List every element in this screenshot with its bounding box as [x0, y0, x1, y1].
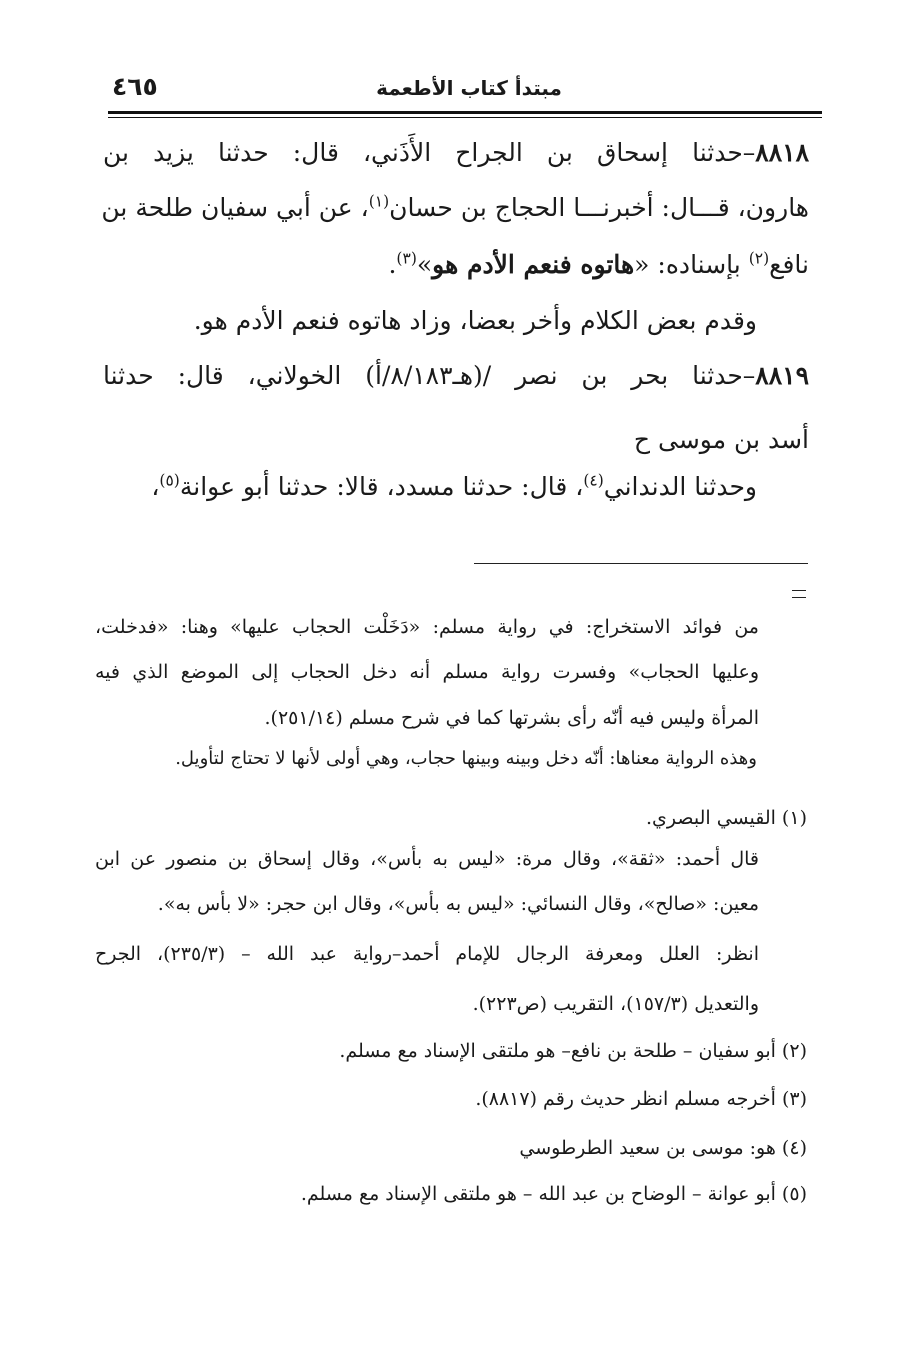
header-rule-thin — [108, 117, 822, 118]
footnote-continued-line-4: وهذه الرواية معناها: أنّه دخل وبينه وبينها حجاب، وهي أولى لأنها لا تحتاج لتأويل. — [175, 748, 757, 769]
footnote-1-line-2: معين: «صالح»، وقال النسائي: «ليس به بأس»، وقال ابن حجر: «لا بأس به». — [157, 893, 759, 915]
footnote-4: (٤) هو: موسى بن سعيد الطرطوسي — [519, 1137, 807, 1159]
footnote-1-line-4: والتعديل (١٥٧/٣)، التقريب (ص٢٢٣). — [472, 993, 759, 1015]
hadith-8819-line-3 — [151, 472, 757, 501]
header-rule-thick — [108, 111, 822, 114]
hadith-8819-line-1 — [103, 361, 809, 390]
footnote-continued-line-1: من فوائد الاستخراج: في رواية مسلم: «دَخَلْت الحجاب عليها» وهنا: «فدخلت، — [95, 616, 759, 638]
footnote-2: (٢) أبو سفيان – طلحة بن نافع– هو ملتقى الإسناد مع مسلم. — [339, 1040, 807, 1062]
main-text: ، قال: حدثنا مسدد، قالا: حدثنا أبو عوانة — [179, 472, 584, 501]
footnote-continued-line-2: وعليها الحجاب» وفسرت رواية مسلم أنه دخل الحجاب إلى الموضع الذي فيه — [95, 661, 759, 683]
main-text: ، — [151, 472, 160, 501]
footnote-continued-line-3: المرأة وليس فيه أنّه رأى بشرتها كما في شرح مسلم (٢٥١/١٤). — [264, 707, 759, 729]
footnote-ref: (١) — [368, 192, 390, 211]
main-text: » — [416, 250, 433, 279]
main-text: وقدم بعض الكلام وأخر بعضا، وزاد هاتوه فنعم الأدم هو. — [193, 306, 757, 335]
footnote-ref: (٤) — [583, 471, 604, 490]
main-text: بإسناده: « — [634, 250, 749, 279]
main-text: –حدثنا بحر بن نصر /(هـ٨/١٨٣/أ) الخولاني، قال: حدثنا — [103, 361, 756, 390]
footnote-continuation-mark — [792, 590, 806, 598]
hadith-8818-line-2 — [103, 193, 809, 222]
hadith-8818-line-1 — [103, 138, 809, 167]
hadith-matn: هاتوه فنعم الأدم هو — [432, 250, 635, 279]
footnote-1-line-1: قال أحمد: «ثقة»، وقال مرة: «ليس به بأس»، وقال إسحاق بن منصور عن ابن — [95, 848, 759, 870]
main-text: ، عن أبي سفيان طلحة بن — [101, 193, 369, 222]
hadith-8819-line-2 — [634, 425, 809, 454]
footnote-ref: (٣) — [396, 249, 417, 268]
main-text: وحدثنا الدنداني — [603, 472, 757, 501]
footnote-ref: (٢) — [748, 249, 770, 268]
hadith-number: ٨٨١٨ — [755, 138, 809, 167]
hadith-8818-line-4 — [194, 306, 757, 335]
footnote-separator — [474, 563, 808, 564]
footnote-1-line-3: انظر: العلل ومعرفة الرجال للإمام أحمد–رواية عبد الله – (٢٣٥/٣)، الجرح — [95, 943, 759, 965]
main-text: أسد بن موسى ح — [633, 425, 809, 454]
running-title: مبتدأ كتاب الأطعمة — [376, 76, 562, 100]
footnote-5: (٥) أبو عوانة – الوضاح بن عبد الله – هو ملتقى الإسناد مع مسلم. — [300, 1183, 807, 1205]
footnote-1-heading: (١) القيسي البصري. — [645, 807, 807, 829]
main-text: . — [388, 250, 397, 279]
footnote-3: (٣) أخرجه مسلم انظر حديث رقم (٨٨١٧). — [475, 1088, 807, 1110]
footnote-ref: (٥) — [159, 471, 180, 490]
main-text: نافع — [769, 250, 809, 279]
page-header — [108, 70, 820, 112]
hadith-number: ٨٨١٩ — [755, 361, 809, 390]
page-number: ٤٦٥ — [112, 72, 158, 101]
main-text: هارون، قـــال: أخبرنـــا الحجاج بن حسان — [389, 193, 809, 222]
hadith-8818-line-3 — [388, 250, 809, 279]
main-text: –حدثنا إسحاق بن الجراح الأَذَني، قال: حدثنا يزيد بن — [103, 138, 756, 167]
